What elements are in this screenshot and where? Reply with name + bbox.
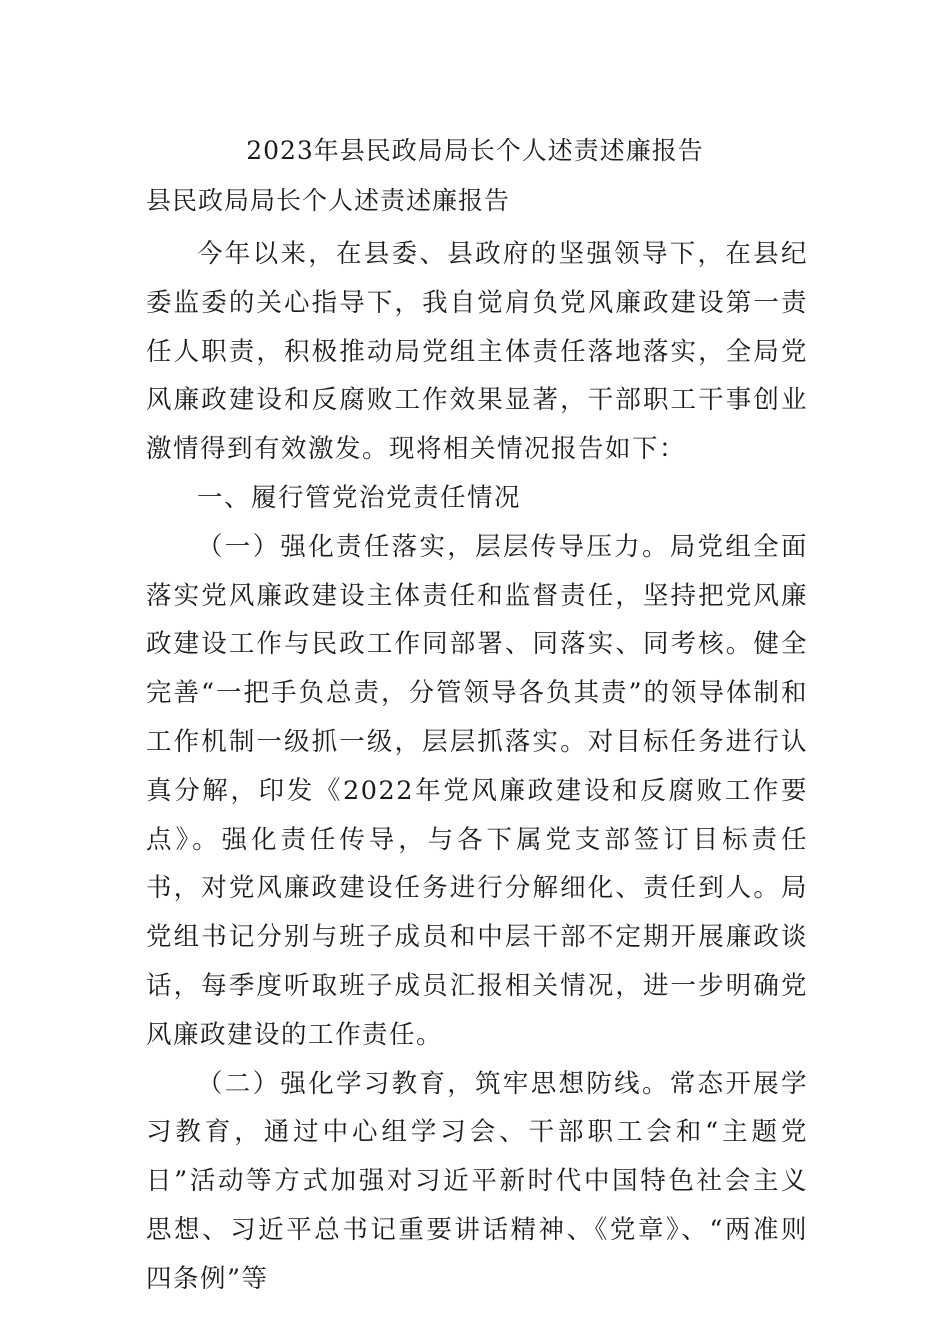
document-subtitle: 县民政局局长个人述责述廉报告 (146, 186, 511, 215)
paragraph-education: （二）强化学习教育，筑牢思想防线。常态开展学习教育，通过中心组学习会、干部职工会和“主题党日”活动等方式加强对习近平新时代中国特色社会主义思想、习近平总书记重要讲话精神、《党章》、“两准则四条例”等 (146, 1068, 808, 1294)
paragraph-responsibility: （一）强化责任落实，层层传导压力。局党组全面落实党风廉政建设主体责任和监督责任，坚持把党风廉政建设工作与民政工作同部署、同落实、同考核。健全完善“一把手负总责，分管领导各负其责”的领导体制和工作机制一级抓一级，层层抓落实。对目标任务进行认真分解，印发《2022年党风廉政建设和反腐败工作要点》。强化责任传导，与各下属党支部签订目标责任书，对党风廉政建设任务进行分解细化、责任到人。局党组书记分别与班子成员和中层干部不定期开展廉政谈话，每季度听取班子成员汇报相关情况，进一步明确党风廉政建设的工作责任。 (146, 531, 808, 1050)
document-body (146, 230, 808, 1304)
document-title: 2023年县民政局局长个人述责述廉报告 (246, 136, 704, 165)
paragraph-intro: 今年以来，在县委、县政府的坚强领导下，在县纪委监委的关心指导下，我自觉肩负党风廉政建设第一责任人职责，积极推动局党组主体责任落地落实，全局党风廉政建设和反腐败工作效果显著，干部职工干事创业激情得到有效激发。现将相关情况报告如下： (146, 239, 808, 465)
section-heading-1: 一、履行管党治党责任情况 (197, 482, 522, 513)
